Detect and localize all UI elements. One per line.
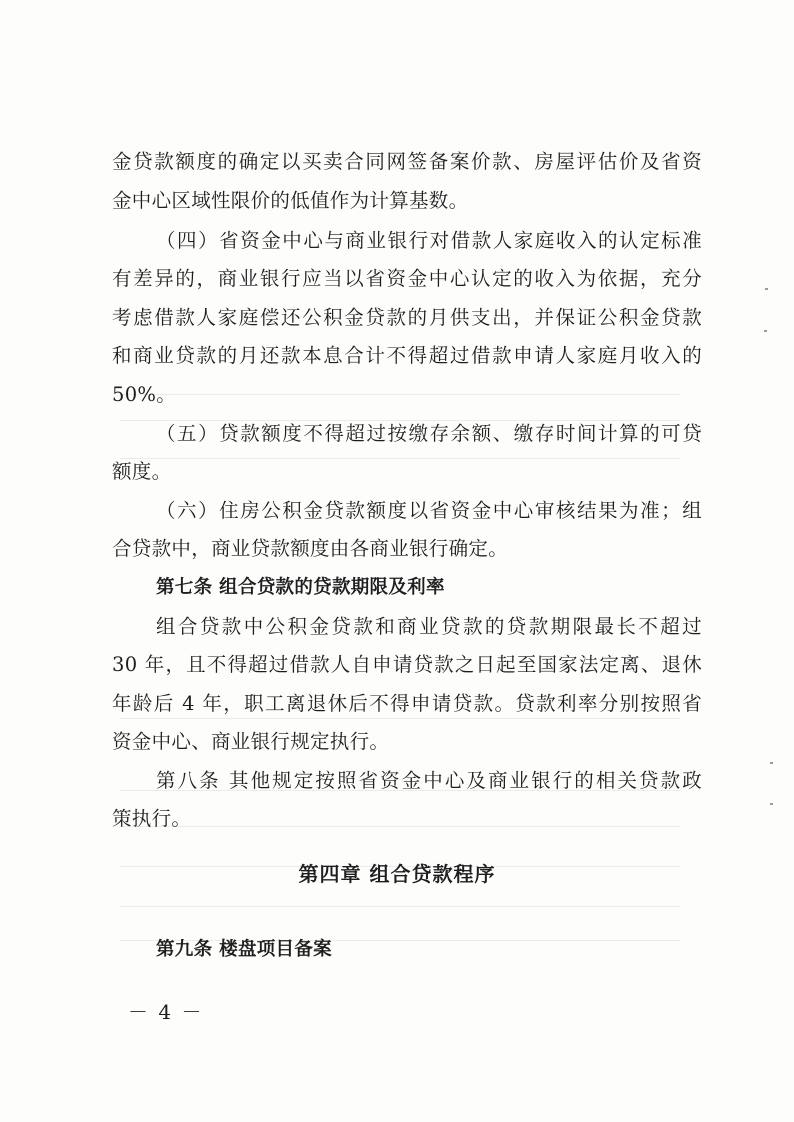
scan-speck: [764, 330, 767, 332]
text-line: 年龄后 4 年，职工离退休后不得申请贷款。贷款利率分别按照省: [112, 692, 702, 715]
article-seven-title: 第七条 组合贷款的贷款期限及利率: [156, 577, 445, 598]
text-line: 金贷款额度的确定以买卖合同网签备案价款、房屋评估价及省资: [112, 150, 702, 173]
text-line: 合贷款中，商业贷款额度由各商业银行确定。: [112, 537, 509, 560]
scan-speck: [770, 762, 773, 764]
text-line: （六）住房公积金贷款额度以省资金中心审核结果为准；组: [156, 499, 702, 522]
article-nine-title: 第九条 楼盘项目备案: [156, 939, 332, 960]
text-line: 和商业贷款的月还款本息合计不得超过借款申请人家庭月收入的: [112, 344, 702, 367]
chapter-heading: 第四章 组合贷款程序: [298, 862, 496, 886]
text-line: 考虑借款人家庭偿还公积金贷款的月供支出，并保证公积金贷款: [112, 306, 702, 329]
text-line: 50%。: [112, 383, 177, 406]
scan-artifact: [120, 420, 680, 421]
scan-artifact: [120, 718, 680, 719]
text-line: （五）贷款额度不得超过按缴存余额、缴存时间计算的可贷: [156, 422, 702, 445]
text-line: 30 年，且不得超过借款人自申请贷款之日起至国家法定离、退休: [112, 653, 702, 676]
text-line: 金中心区域性限价的低值作为计算基数。: [112, 189, 469, 212]
scan-artifact: [120, 458, 680, 459]
text-line: （四）省资金中心与商业银行对借款人家庭收入的认定标准: [156, 229, 702, 252]
scan-speck: [770, 803, 773, 805]
scan-artifact: [120, 906, 680, 907]
text-line: 第八条 其他规定按照省资金中心及商业银行的相关贷款政: [156, 769, 702, 792]
text-line: 有差异的，商业银行应当以省资金中心认定的收入为依据，充分: [112, 267, 702, 290]
scan-speck: [765, 288, 768, 290]
text-line: 组合贷款中公积金贷款和商业贷款的贷款期限最长不超过: [156, 615, 702, 638]
page-number: － 4 －: [128, 1000, 204, 1024]
text-line: 策执行。: [112, 807, 192, 830]
text-line: 资金中心、商业银行规定执行。: [112, 730, 390, 753]
text-line: 额度。: [112, 460, 172, 483]
